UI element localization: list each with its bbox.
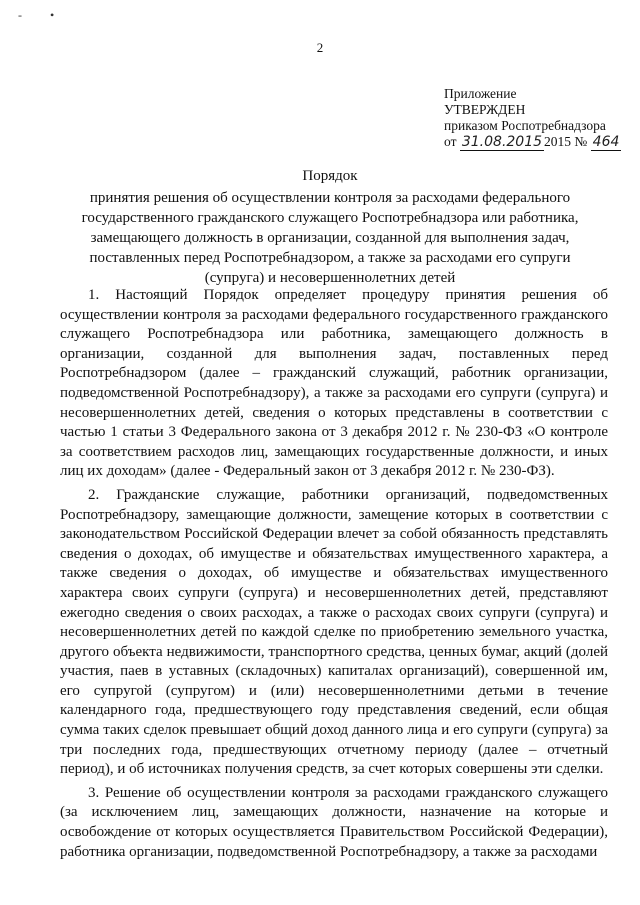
order-date-line <box>444 134 634 151</box>
document-heading <box>50 166 610 288</box>
appendix-label: Приложение <box>444 86 517 101</box>
paragraph-3: 3. Решение об осуществлении контроля за расходами гражданского служащего (за исключением лиц, замещающих должности, назначение на которые и освобождение от которых осуществляется Правительством Российской Федерации), работника организации, подведомственной Роспотребнадзору, а также за расходами <box>60 784 608 860</box>
number-prefix: № <box>574 134 588 149</box>
heading-line: принятия решения об осуществлении контроля за расходами федерального <box>89 190 571 206</box>
appendix-block <box>444 86 634 151</box>
paragraph-1: 1. Настоящий Порядок определяет процедуру принятия решения об осуществлении контроля за расходами федерального государственного гражданского служащего Роспотребнадзора или работника, замещающего должность в организации, созданной для выполнения задач, поставленных перед Роспотребнадзором (далее – гражданский служащий, работник организации, подведомственной Роспотребнадзору), а также за расходами его супруги (супруга) и несовершеннолетних детей, сведения о которых представлены в соответствии с частью 1 статьи 3 Федерального закона от 3 декабря 2012 г. № 230-ФЗ «О контроле за соответствием расходов лиц, замещающих государственные должности, и иных лиц их доходам» (далее - Федеральный закон от 3 декабря 2012 г. № 230-ФЗ). <box>60 287 608 480</box>
date-prefix: от <box>444 134 457 149</box>
document-body <box>60 286 608 866</box>
order-label: приказом Роспотребнадзора <box>444 118 606 133</box>
year-suffix: 2015 <box>544 134 572 149</box>
heading-line: поставленных перед Роспотребнадзором, а также за расходами его супруги <box>89 250 571 266</box>
scan-mark-right: • <box>50 8 55 22</box>
heading-line: (супруга) и несовершеннолетних детей <box>204 270 456 286</box>
scan-mark-left: - <box>18 8 22 22</box>
heading-title: Порядок <box>302 168 358 184</box>
handwritten-number: 464 <box>592 134 620 150</box>
heading-line: государственного гражданского служащего Роспотребнадзора или работника, <box>81 210 579 226</box>
paragraph-2: 2. Гражданские служащие, работники организаций, подведомственных Роспотребнадзору, замещающие должности, замещение которых в соответствии с законодательством Российской Федерации влечет за собой обязанность представлять сведения о доходах, об имуществе и обязательствах имущественного характера, а также сведения о доходах, об имуществе и обязательствах имущественного характера своих супруги (супруга) и несовершеннолетних детей, представляют ежегодно сведения о своих расходах, а также о расходах своих супруги (супруга) и несовершеннолетних детей по каждой сделке по приобретению земельного участка, другого объекта недвижимости, транспортного средства, ценных бумаг, акций (долей участия, паев в уставных (складочных) капиталах организаций), совершенной им, его супругой (супругом) и (или) несовершеннолетними детьми в течение календарного года, предшествующего году представления сведений, если общая сумма таких сделок превышает общий доход данного лица и его супруги (супруга) за три последних года, предшествующих отчетному периоду (далее – отчетный период), и об источниках получения средств, за счет которых совершены эти сделки. <box>60 486 608 778</box>
handwritten-date: 31.08.2015 <box>461 134 543 150</box>
heading-line: замещающего должность в организации, созданной для выполнения задач, <box>90 230 570 246</box>
approved-label: УТВЕРЖДЕН <box>444 102 526 117</box>
page-number: 2 <box>316 40 324 55</box>
